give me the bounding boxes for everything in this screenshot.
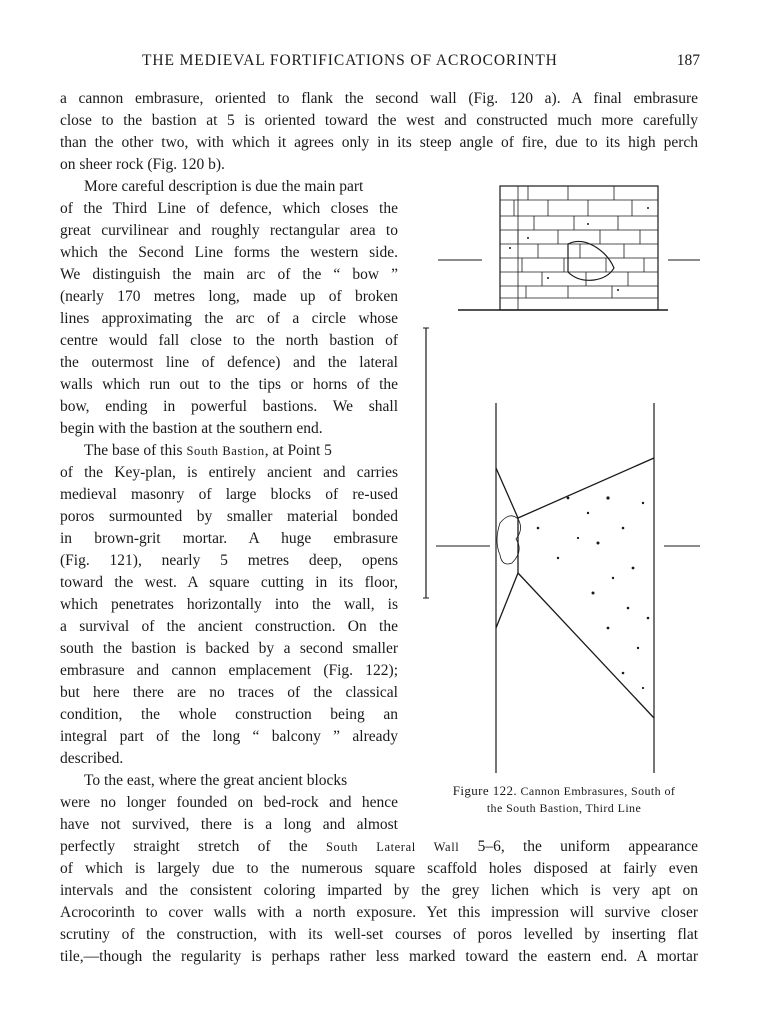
text-line: bow, ending in powerful bastions. We shall	[60, 398, 398, 415]
text-line: More careful description is due the main part	[84, 178, 364, 195]
text-line: integral part of the long “ balcony ” already	[60, 728, 398, 745]
text-line: medieval masonry of large blocks of re-used	[60, 486, 398, 503]
text-line: were no longer founded on bed-rock and hence	[60, 794, 398, 811]
text-line: (Fig. 121), nearly 5 metres deep, opens	[60, 552, 398, 569]
text-line	[60, 836, 698, 858]
text-line	[84, 440, 398, 462]
text-line: close to the bastion at 5 is oriented toward the west and constructed much more carefully	[60, 112, 698, 129]
text-line: (nearly 170 metres long, made up of broken	[60, 288, 398, 305]
text-line: in brown-grit mortar. A huge embrasure	[60, 530, 398, 547]
caption-line-1	[414, 782, 714, 800]
masonry-courses	[500, 186, 658, 310]
text-line: We distinguish the main arc of the “ bow ”	[60, 266, 398, 283]
caption-text: Cannon Embrasures, South of	[520, 784, 676, 798]
text-segment: 5–6, the uniform appearance	[459, 838, 699, 855]
text-line: intervals and the consistent coloring imparted by the grey lichen which is very apt on	[60, 882, 698, 899]
text-segment: perfectly straight stretch of the	[60, 838, 326, 855]
text-line: than the other two, with which it agrees only in its steep angle of fire, due to its high perch	[60, 134, 698, 151]
text-line: centre would fall close to the north bastion of	[60, 332, 398, 349]
text-line: a survival of the ancient construction. On the	[60, 618, 398, 635]
text-line: of the Third Line of defence, which closes the	[60, 200, 398, 217]
figure-122	[418, 178, 718, 778]
text-line: toward the west. A square cutting in its floor,	[60, 574, 398, 591]
text-line: poros surmounted by smaller material bonded	[60, 508, 398, 525]
page-header	[60, 52, 700, 76]
small-caps-term: South Bastion	[186, 444, 265, 458]
text-line: To the east, where the great ancient blocks	[84, 772, 348, 789]
page-number: 187	[676, 52, 700, 69]
small-caps-term: South Lateral Wall	[325, 840, 460, 854]
text-line: begin with the bastion at the southern end.	[60, 420, 323, 437]
text-line: great curvilinear and roughly rectangular area to	[60, 222, 398, 239]
text-line: lines approximating the arc of a circle whose	[60, 310, 398, 327]
embrasure-plan	[496, 458, 654, 718]
text-line: condition, the whole construction being an	[60, 706, 398, 723]
embrasure-opening	[568, 241, 614, 280]
caption-line-2: the South Bastion, Third Line	[486, 801, 642, 815]
rubble-fill	[497, 516, 521, 564]
figure-caption	[414, 782, 714, 817]
text-line: which the Second Line forms the western side.	[60, 244, 398, 261]
text-line: which penetrates horizontally into the wall, is	[60, 596, 398, 613]
text-segment: , at Point 5	[264, 442, 332, 459]
wall-elevation	[500, 186, 658, 310]
text-line: scrutiny of the construction, with its well-set courses of poros levelled by inserting flat	[60, 926, 698, 943]
text-line: of the Key-plan, is entirely ancient and carries	[60, 464, 398, 481]
figure-label: Figure 122.	[452, 783, 518, 798]
text-line: but here there are no traces of the classical	[60, 684, 398, 701]
text-line: have not survived, there is a long and almost	[60, 816, 398, 833]
text-line: embrasure and cannon emplacement (Fig. 122);	[60, 662, 398, 679]
text-segment: The base of this	[84, 442, 187, 459]
text-line: a cannon embrasure, oriented to flank the second wall (Fig. 120 a). A final embrasure	[60, 90, 698, 107]
text-line: walls which run out to the tips or horns of the	[60, 376, 398, 393]
running-title: THE MEDIEVAL FORTIFICATIONS OF ACROCORINTH	[142, 52, 558, 69]
text-line: Acrocorinth to cover walls with a north exposure. Yet this impression will survive closer	[60, 904, 698, 921]
text-line: described.	[60, 750, 124, 767]
text-line: on sheer rock (Fig. 120 b).	[60, 156, 225, 173]
text-line: of which is largely due to the numerous square scaffold holes disposed at fairly even	[60, 860, 698, 877]
text-line: tile,—though the regularity is perhaps rather less marked toward the eastern end. A mortar	[60, 948, 698, 965]
embrasure-drawing	[418, 178, 718, 778]
text-line: the outermost line of defence) and the lateral	[60, 354, 398, 371]
text-line: south the bastion is backed by a second smaller	[60, 640, 398, 657]
